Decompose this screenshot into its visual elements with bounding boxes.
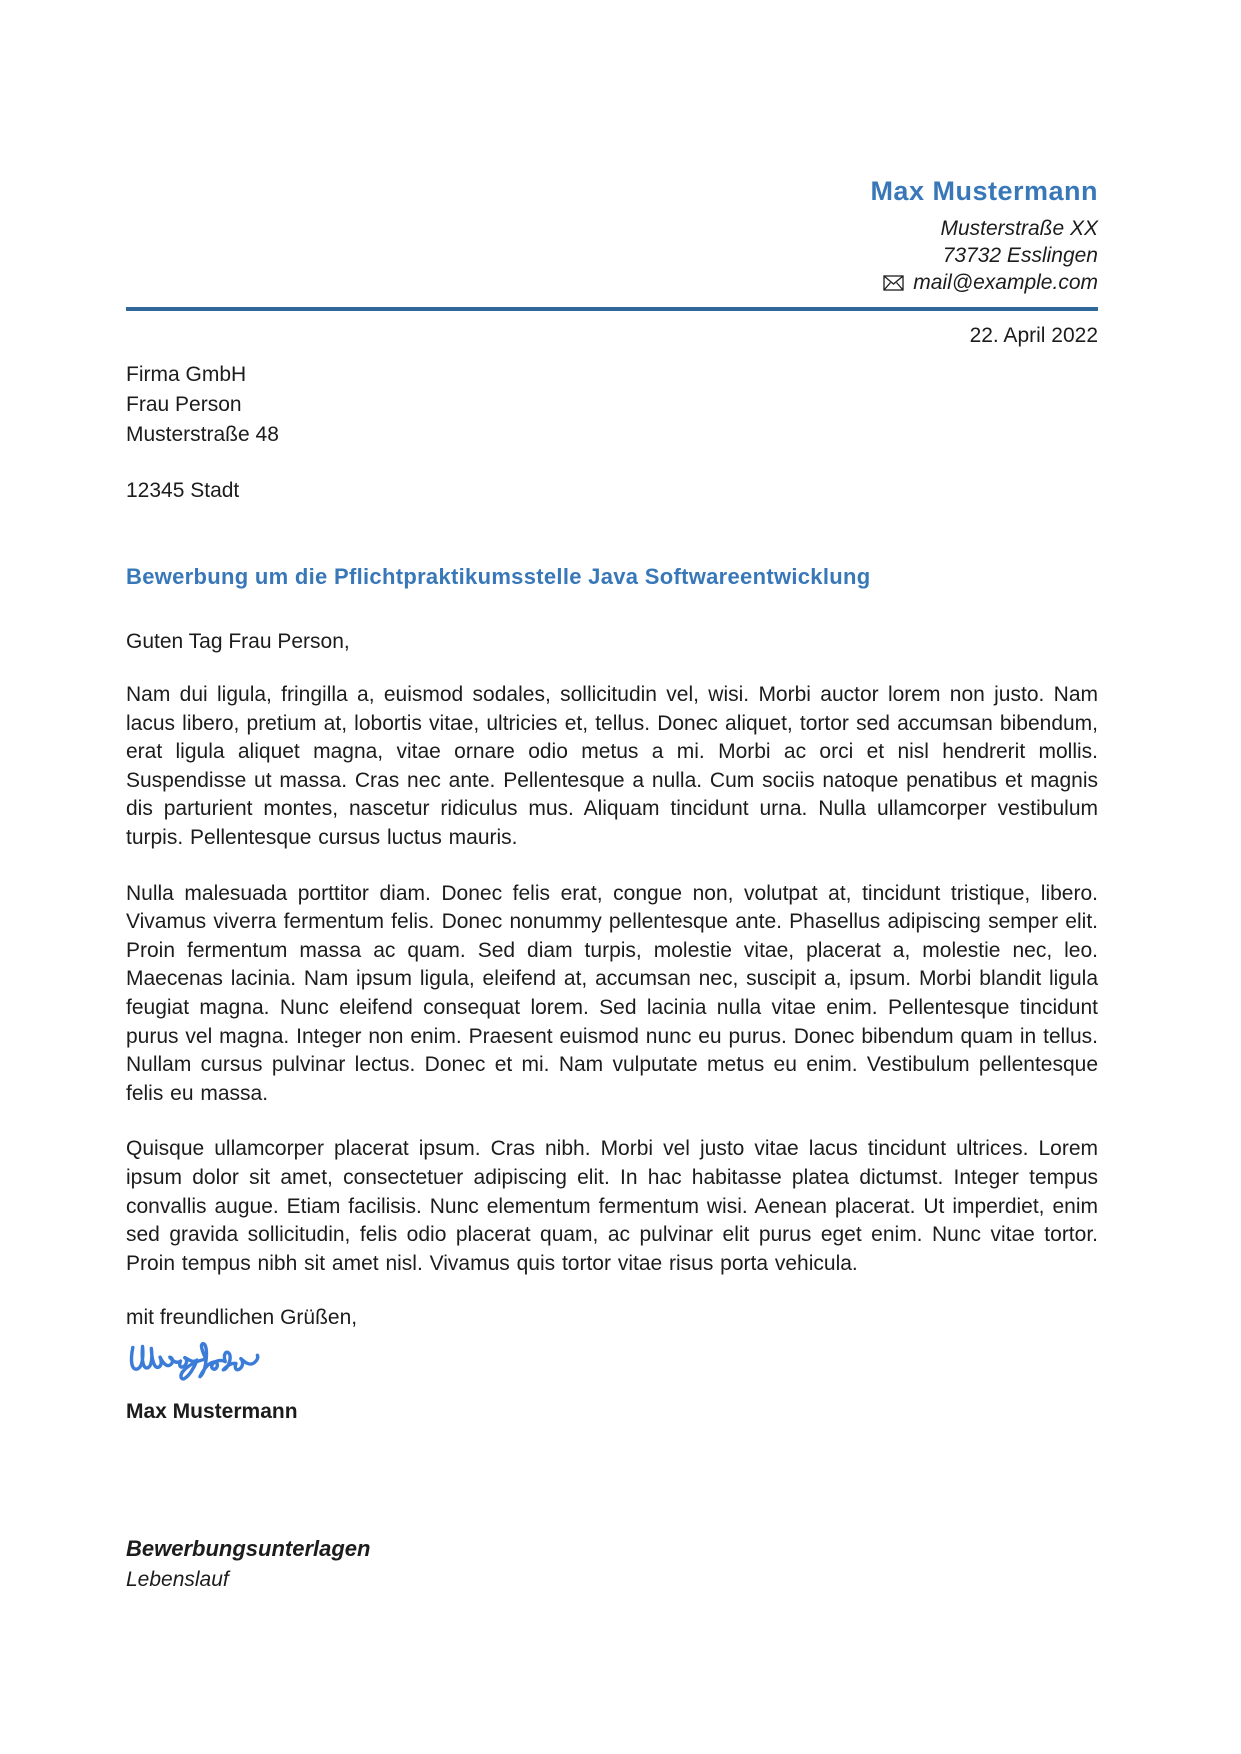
attachments-heading: Bewerbungsunterlagen [126,1536,371,1562]
body-paragraph: Nulla malesuada porttitor diam. Donec felis erat, congue non, volutpat at, tincidunt tristique, libero. Vivamus viverra fermentum felis. Donec nonummy pellentesque ante. Phasellus adipiscing semper elit. Proin fermentum massa ac quam. Sed diam turpis, molestie vitae, placerat a, molestie nec, leo. Maecenas lacinia. Nam ipsum ligula, eleifend at, accumsan nec, suscipit a, ipsum. Morbi blandit ligula feugiat magna. Nunc eleifend consequat lorem. Sed lacinia nulla vitae enim. Pellentesque tincidunt purus vel magna. Integer non enim. Praesent euismod nunc eu purus. Donec bibendum quam in tellus. Nullam cursus pulvinar lectus. Donec et mi. Nam vulputate metus eu enim. Vestibulum pellentesque felis eu massa. [126,881,1098,1105]
signature-image [126,1336,272,1392]
subject-line: Bewerbung um die Pflichtpraktikumsstelle Java Softwareentwicklung [126,564,871,589]
recipient-block [126,360,1098,506]
sender-block [126,176,1098,296]
body-paragraph: Quisque ullamcorper placerat ipsum. Cras nibh. Morbi vel justo vitae lacus tincidunt ultrices. Lorem ipsum dolor sit amet, consectetuer adipiscing elit. In hac habitasse platea dictumst. Integer tempus convallis augue. Etiam facilisis. Nunc elementum fermentum wisi. Aenean placerat. Ut imperdiet, enim sed gravida sollicitudin, felis odio placerat quam, ac pulvinar elit purus eget enim. Nunc vitae tortor. Proin tempus nibh sit amet nisl. Vivamus quis tortor vitae risus porta vehicula. [126,1137,1098,1275]
salutation: Guten Tag Frau Person, [126,630,350,653]
letter-content [126,0,1098,1592]
sender-email: mail@example.com [913,271,1098,294]
recipient-company: Firma GmbH [126,363,247,386]
recipient-contact: Frau Person [126,393,242,416]
attachment-item: Lebenslauf [126,1568,229,1592]
valediction: mit freundlichen Grüßen, [126,1306,358,1330]
attachments-section [126,1536,1098,1592]
sender-street: Musterstraße XX [940,217,1098,240]
recipient-city: 12345 Stadt [126,479,240,502]
envelope-icon [883,275,904,291]
letter-date: 22. April 2022 [969,324,1098,347]
body-paragraph: Nam dui ligula, fringilla a, euismod sodales, sollicitudin vel, wisi. Morbi auctor lorem non justo. Nam lacus libero, pretium at, lobortis vitae, ultricies et, tellus. Donec aliquet, tortor sed accumsan bibendum, erat ligula aliquet magna, vitae ornare odio metus a mi. Morbi ac orci et nisl hendrerit mollis. Suspendisse ut massa. Cras nec ante. Pellentesque a nulla. Cum sociis natoque penatibus et magnis dis parturient montes, nascetur ridiculus mus. Aliquam tincidunt urna. Nulla ullamcorper vestibulum turpis. Pellentesque cursus luctus mauris. [126,683,1098,849]
sender-city: 73732 Esslingen [942,244,1098,267]
sender-email-row [126,269,1098,296]
header-rule-divider [126,307,1098,311]
recipient-street: Musterstraße 48 [126,423,279,446]
signer-name: Max Mustermann [126,1400,298,1424]
sender-name: Max Mustermann [870,176,1098,206]
signature-wrap [126,1336,1098,1394]
